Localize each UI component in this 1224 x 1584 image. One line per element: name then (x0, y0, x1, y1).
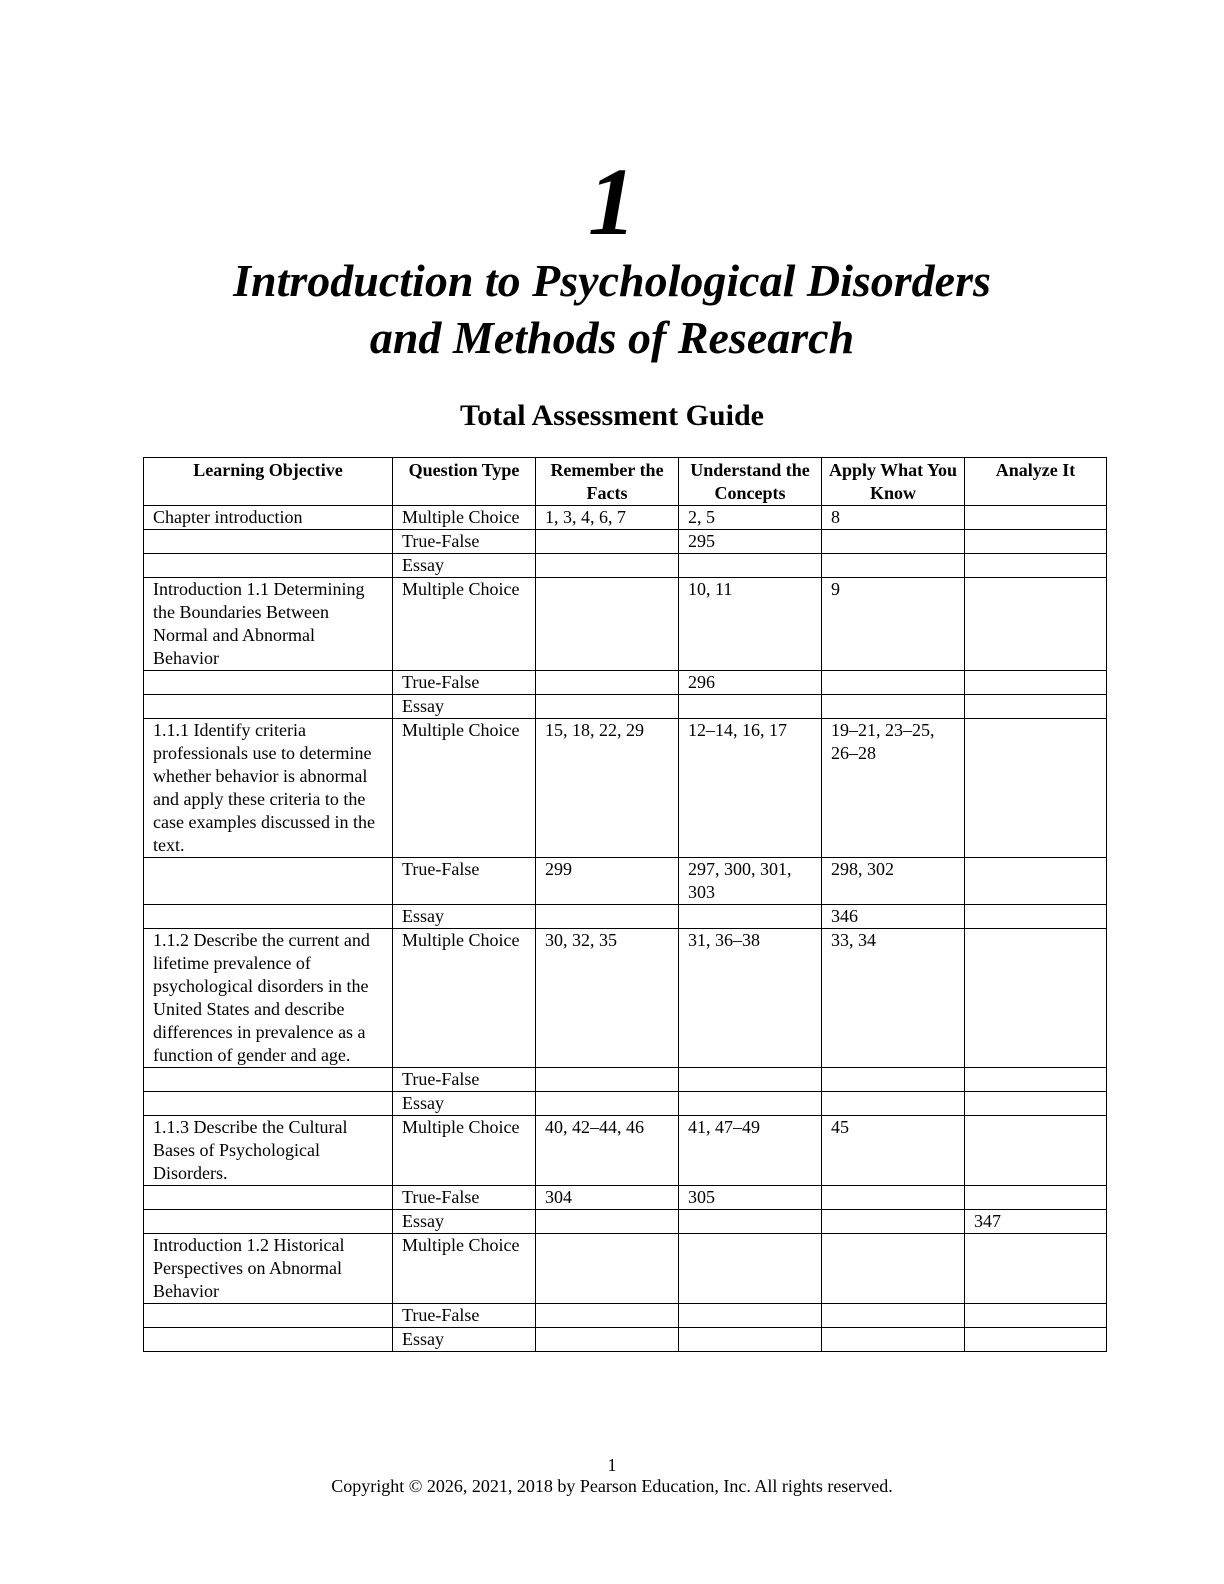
question-type-cell: Multiple Choice (393, 719, 536, 858)
understand-concepts-cell: 295 (679, 530, 822, 554)
analyze-it-cell (965, 929, 1107, 1068)
table-row (144, 530, 1107, 554)
learning-objective-cell: Introduction 1.1 Determining the Boundaries Between Normal and Abnormal Behavior (144, 578, 393, 671)
remember-facts-cell (536, 1068, 679, 1092)
question-type-cell: True-False (393, 1304, 536, 1328)
understand-concepts-cell (679, 1068, 822, 1092)
question-type-cell: Essay (393, 1092, 536, 1116)
remember-facts-cell (536, 671, 679, 695)
analyze-it-cell (965, 671, 1107, 695)
understand-concepts-cell: 41, 47–49 (679, 1116, 822, 1186)
analyze-it-cell (965, 506, 1107, 530)
analyze-it-cell (965, 1068, 1107, 1092)
analyze-it-cell (965, 905, 1107, 929)
remember-facts-cell: 15, 18, 22, 29 (536, 719, 679, 858)
understand-concepts-cell (679, 554, 822, 578)
analyze-it-cell (965, 554, 1107, 578)
remember-facts-cell (536, 554, 679, 578)
understand-concepts-cell: 10, 11 (679, 578, 822, 671)
apply-knowledge-cell: 298, 302 (822, 858, 965, 905)
understand-concepts-cell: 297, 300, 301, 303 (679, 858, 822, 905)
apply-knowledge-cell (822, 1234, 965, 1304)
understand-concepts-cell: 12–14, 16, 17 (679, 719, 822, 858)
table-row (144, 695, 1107, 719)
remember-facts-cell (536, 578, 679, 671)
question-type-cell: Essay (393, 905, 536, 929)
learning-objective-cell (144, 1092, 393, 1116)
apply-knowledge-cell: 346 (822, 905, 965, 929)
understand-concepts-cell: 2, 5 (679, 506, 822, 530)
apply-knowledge-cell: 45 (822, 1116, 965, 1186)
apply-knowledge-cell (822, 554, 965, 578)
learning-objective-cell (144, 695, 393, 719)
question-type-cell: True-False (393, 1186, 536, 1210)
understand-concepts-cell: 305 (679, 1186, 822, 1210)
understand-concepts-cell (679, 1328, 822, 1352)
chapter-title-line-1: Introduction to Psychological Disorders (233, 255, 991, 306)
apply-knowledge-cell: 9 (822, 578, 965, 671)
learning-objective-cell (144, 671, 393, 695)
apply-knowledge-cell: 33, 34 (822, 929, 965, 1068)
question-type-cell: Multiple Choice (393, 1234, 536, 1304)
table-row (144, 905, 1107, 929)
analyze-it-cell (965, 858, 1107, 905)
question-type-cell: Essay (393, 1210, 536, 1234)
learning-objective-cell: Chapter introduction (144, 506, 393, 530)
question-type-cell: Multiple Choice (393, 578, 536, 671)
apply-knowledge-cell (822, 1304, 965, 1328)
column-header: Remember the Facts (536, 458, 679, 506)
remember-facts-cell: 1, 3, 4, 6, 7 (536, 506, 679, 530)
remember-facts-cell: 40, 42–44, 46 (536, 1116, 679, 1186)
question-type-cell: True-False (393, 1068, 536, 1092)
table-row (144, 1092, 1107, 1116)
apply-knowledge-cell (822, 1068, 965, 1092)
learning-objective-cell (144, 905, 393, 929)
learning-objective-cell (144, 1210, 393, 1234)
table-row (144, 1210, 1107, 1234)
question-type-cell: True-False (393, 530, 536, 554)
understand-concepts-cell (679, 695, 822, 719)
apply-knowledge-cell: 19–21, 23–25, 26–28 (822, 719, 965, 858)
learning-objective-cell (144, 1068, 393, 1092)
table-row (144, 1186, 1107, 1210)
table-row (144, 1068, 1107, 1092)
analyze-it-cell (965, 1116, 1107, 1186)
learning-objective-cell (144, 554, 393, 578)
analyze-it-cell (965, 1092, 1107, 1116)
analyze-it-cell (965, 695, 1107, 719)
question-type-cell: Multiple Choice (393, 506, 536, 530)
learning-objective-cell (144, 858, 393, 905)
learning-objective-cell: 1.1.1 Identify criteria professionals use to determine whether behavior is abnormal and apply these criteria to the case examples discussed in the text. (144, 719, 393, 858)
apply-knowledge-cell: 8 (822, 506, 965, 530)
question-type-cell: Essay (393, 695, 536, 719)
remember-facts-cell (536, 1328, 679, 1352)
apply-knowledge-cell (822, 1186, 965, 1210)
guide-heading: Total Assessment Guide (460, 399, 764, 432)
assessment-table (143, 457, 1107, 1352)
learning-objective-cell (144, 1328, 393, 1352)
understand-concepts-cell: 296 (679, 671, 822, 695)
page-number: 1 (607, 1455, 617, 1475)
analyze-it-cell: 347 (965, 1210, 1107, 1234)
analyze-it-cell (965, 1304, 1107, 1328)
table-row (144, 858, 1107, 905)
remember-facts-cell (536, 530, 679, 554)
column-header: Learning Objective (144, 458, 393, 506)
table-row (144, 929, 1107, 1068)
analyze-it-cell (965, 1186, 1107, 1210)
apply-knowledge-cell (822, 530, 965, 554)
table-row (144, 1234, 1107, 1304)
column-header: Understand the Concepts (679, 458, 822, 506)
understand-concepts-cell (679, 905, 822, 929)
question-type-cell: True-False (393, 671, 536, 695)
apply-knowledge-cell (822, 695, 965, 719)
analyze-it-cell (965, 578, 1107, 671)
chapter-title-line-2: and Methods of Research (369, 312, 855, 363)
analyze-it-cell (965, 1328, 1107, 1352)
remember-facts-cell (536, 1304, 679, 1328)
learning-objective-cell: 1.1.3 Describe the Cultural Bases of Psychological Disorders. (144, 1116, 393, 1186)
remember-facts-cell: 304 (536, 1186, 679, 1210)
understand-concepts-cell (679, 1210, 822, 1234)
table-row (144, 578, 1107, 671)
table-row (144, 1116, 1107, 1186)
remember-facts-cell: 299 (536, 858, 679, 905)
table-header-row (144, 458, 1107, 506)
column-header: Question Type (393, 458, 536, 506)
learning-objective-cell (144, 1186, 393, 1210)
table-row (144, 671, 1107, 695)
table-row (144, 506, 1107, 530)
column-header: Analyze It (965, 458, 1107, 506)
understand-concepts-cell (679, 1304, 822, 1328)
question-type-cell: True-False (393, 858, 536, 905)
question-type-cell: Essay (393, 1328, 536, 1352)
understand-concepts-cell: 31, 36–38 (679, 929, 822, 1068)
learning-objective-cell: 1.1.2 Describe the current and lifetime prevalence of psychological disorders in the United States and describe differences in prevalence as a function of gender and age. (144, 929, 393, 1068)
remember-facts-cell (536, 1234, 679, 1304)
analyze-it-cell (965, 530, 1107, 554)
copyright-notice: Copyright © 2026, 2021, 2018 by Pearson Education, Inc. All rights reserved. (331, 1476, 893, 1496)
understand-concepts-cell (679, 1092, 822, 1116)
table-row (144, 1328, 1107, 1352)
chapter-title (0, 252, 1224, 366)
analyze-it-cell (965, 1234, 1107, 1304)
question-type-cell: Multiple Choice (393, 1116, 536, 1186)
apply-knowledge-cell (822, 1210, 965, 1234)
remember-facts-cell (536, 695, 679, 719)
question-type-cell: Essay (393, 554, 536, 578)
remember-facts-cell (536, 905, 679, 929)
table-row (144, 719, 1107, 858)
apply-knowledge-cell (822, 1092, 965, 1116)
remember-facts-cell: 30, 32, 35 (536, 929, 679, 1068)
remember-facts-cell (536, 1210, 679, 1234)
table-row (144, 1304, 1107, 1328)
chapter-number: 1 (588, 148, 636, 255)
table-row (144, 554, 1107, 578)
learning-objective-cell (144, 1304, 393, 1328)
understand-concepts-cell (679, 1234, 822, 1304)
column-header: Apply What You Know (822, 458, 965, 506)
analyze-it-cell (965, 719, 1107, 858)
question-type-cell: Multiple Choice (393, 929, 536, 1068)
learning-objective-cell (144, 530, 393, 554)
learning-objective-cell: Introduction 1.2 Historical Perspectives on Abnormal Behavior (144, 1234, 393, 1304)
apply-knowledge-cell (822, 1328, 965, 1352)
table-body (144, 506, 1107, 1352)
apply-knowledge-cell (822, 671, 965, 695)
remember-facts-cell (536, 1092, 679, 1116)
